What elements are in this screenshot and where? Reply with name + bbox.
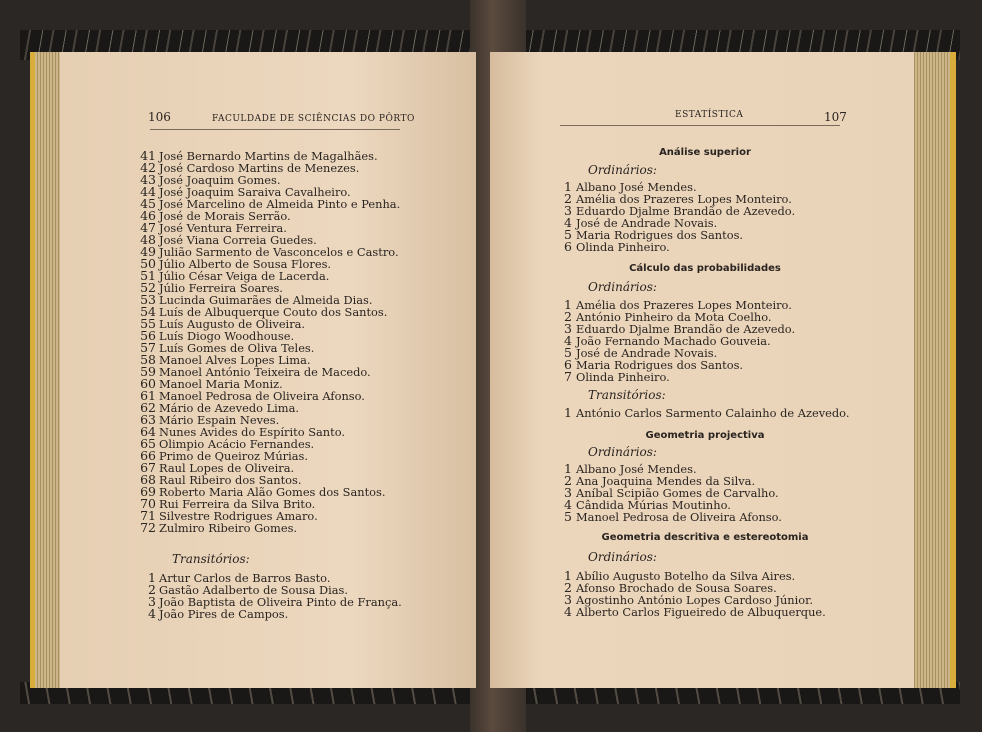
entry-name: Afonso Brochado de Sousa Soares. [576, 581, 777, 595]
section-sub: Ordinários: [588, 550, 657, 564]
entry-number: 1 [564, 179, 572, 194]
entry-number: 55 [140, 316, 156, 331]
entry-name: Alberto Carlos Figueiredo de Albuquerque. [576, 605, 826, 619]
section-heading: Cálculo das probabilidades [629, 263, 781, 274]
entry-name: Maria Rodrigues dos Santos. [576, 358, 744, 372]
entry-number: 3 [564, 592, 572, 607]
entry-name: Abílio Augusto Botelho da Silva Aires. [576, 569, 796, 583]
entry-name: Artur Carlos de Barros Basto. [159, 571, 331, 585]
page-number-right: 107 [824, 110, 847, 124]
entry-name: João Fernando Machado Gouveia. [576, 334, 771, 348]
entry-number: 1 [564, 461, 572, 476]
entry-number: 61 [140, 388, 156, 403]
entry-number: 2 [564, 191, 572, 206]
entry-number: 47 [140, 220, 156, 235]
running-title-right: ESTATÍSTICA [675, 110, 744, 120]
entry-number: 51 [140, 268, 156, 283]
entry-number: 45 [140, 196, 156, 211]
entry-name: Mário Espain Neves. [159, 413, 280, 427]
section-list [562, 299, 795, 383]
entry-number: 69 [140, 484, 156, 499]
entry-name: José Cardoso Martins de Menezes. [159, 161, 360, 175]
section-list [562, 181, 795, 253]
entry-name: Olinda Pinheiro. [576, 240, 670, 254]
entry-name: Nunes Avides do Espírito Santo. [159, 425, 345, 439]
list-item [562, 606, 826, 618]
entry-name: Rui Ferreira da Silva Brito. [159, 497, 316, 511]
entry-name: Primo de Queiroz Múrias. [159, 449, 309, 463]
entry-name: Manoel Pedrosa de Oliveira Afonso. [159, 389, 365, 403]
entry-name: Júlio Alberto de Sousa Flores. [159, 257, 332, 271]
entry-number: 5 [564, 509, 572, 524]
entry-name: José de Andrade Novais. [576, 216, 718, 230]
entry-name: Amélia dos Prazeres Lopes Monteiro. [576, 192, 792, 206]
entry-name: Luís Diogo Woodhouse. [159, 329, 295, 343]
entry-number: 42 [140, 160, 156, 175]
entry-number: 62 [140, 400, 156, 415]
entry-name: Aníbal Scipião Gomes de Carvalho. [576, 486, 779, 500]
entry-number: 56 [140, 328, 156, 343]
entry-name: Julião Sarmento de Vasconcelos e Castro. [159, 245, 399, 259]
entry-number: 4 [148, 606, 156, 621]
entry-number: 48 [140, 232, 156, 247]
entry-name: José Joaquim Gomes. [159, 173, 281, 187]
right-page [490, 52, 914, 688]
entry-name: Agostinho António Lopes Cardoso Júnior. [576, 593, 813, 607]
entry-name: Silvestre Rodrigues Amaro. [159, 509, 318, 523]
header-rule-right [560, 125, 840, 126]
entry-name: Júlio César Veiga de Lacerda. [159, 269, 330, 283]
entry-name: Eduardo Djalme Brandão de Azevedo. [576, 204, 796, 218]
entry-number: 2 [564, 309, 572, 324]
entry-name: José Ventura Ferreira. [159, 221, 287, 235]
running-title-left: FACULDADE DE SCIÊNCIAS DO PÔRTO [212, 114, 415, 124]
entry-name: Gastão Adalberto de Sousa Dias. [159, 583, 349, 597]
entry-number: 1 [148, 570, 156, 585]
entry-number: 65 [140, 436, 156, 451]
entry-number: 6 [564, 357, 572, 372]
entry-name: Zulmiro Ribeiro Gomes. [159, 521, 298, 535]
entry-name: Luís Gomes de Oliva Teles. [159, 341, 315, 355]
list-item [562, 241, 795, 253]
entry-number: 60 [140, 376, 156, 391]
section-sub: Ordinários: [588, 280, 657, 294]
page-number-left: 106 [148, 110, 171, 124]
entry-name: Amélia dos Prazeres Lopes Monteiro. [576, 298, 792, 312]
entry-number: 71 [140, 508, 156, 523]
list-item [562, 511, 782, 523]
section-heading: Análise superior [659, 147, 751, 158]
section-list [562, 570, 826, 618]
entry-name: Olimpio Acácio Fernandes. [159, 437, 315, 451]
entry-name: Ana Joaquina Mendes da Silva. [576, 474, 756, 488]
entry-number: 2 [564, 473, 572, 488]
entry-number: 2 [564, 580, 572, 595]
entry-name: João Baptista de Oliveira Pinto de França. [159, 595, 402, 609]
section-list [562, 407, 849, 419]
entry-name: José Marcelino de Almeida Pinto e Penha. [159, 197, 401, 211]
section-sub: Ordinários: [588, 445, 657, 459]
entry-name: Eduardo Djalme Brandão de Azevedo. [576, 322, 796, 336]
entry-number: 41 [140, 148, 156, 163]
section-sub: Ordinários: [588, 163, 657, 177]
entry-number: 49 [140, 244, 156, 259]
section-heading: Geometria projectiva [645, 430, 765, 441]
header-rule-left [150, 129, 400, 130]
entry-name: Luís de Albuquerque Couto dos Santos. [159, 305, 388, 319]
entry-number: 1 [564, 405, 572, 420]
student-list-left [140, 150, 400, 534]
entry-number: 59 [140, 364, 156, 379]
entry-number: 5 [564, 345, 572, 360]
entry-number: 50 [140, 256, 156, 271]
entry-name: Mário de Azevedo Lima. [159, 401, 300, 415]
entry-number: 5 [564, 227, 572, 242]
section-list [562, 463, 782, 523]
entry-number: 3 [148, 594, 156, 609]
entry-number: 72 [140, 520, 156, 535]
entry-number: 44 [140, 184, 156, 199]
entry-number: 2 [148, 582, 156, 597]
entry-name: José Bernardo Martins de Magalhães. [159, 149, 378, 163]
entry-number: 4 [564, 497, 572, 512]
entry-name: Manoel António Teixeira de Macedo. [159, 365, 371, 379]
entry-name: Olinda Pinheiro. [576, 370, 670, 384]
entry-number: 4 [564, 604, 572, 619]
entry-number: 63 [140, 412, 156, 427]
entry-name: Júlio Ferreira Soares. [159, 281, 283, 295]
entry-number: 64 [140, 424, 156, 439]
entry-name: António Pinheiro da Mota Coelho. [576, 310, 772, 324]
entry-number: 4 [564, 215, 572, 230]
entry-number: 4 [564, 333, 572, 348]
section-sub: Transitórios: [588, 388, 666, 402]
section-heading: Geometria descritiva e estereotomia [601, 532, 809, 543]
entry-name: Manoel Maria Moniz. [159, 377, 283, 391]
entry-number: 70 [140, 496, 156, 511]
entry-number: 66 [140, 448, 156, 463]
entry-name: Raul Ribeiro dos Santos. [159, 473, 302, 487]
entry-name: José Viana Correia Guedes. [159, 233, 317, 247]
entry-name: João Pires de Campos. [159, 607, 289, 621]
page-edges-right [914, 52, 956, 688]
entry-number: 57 [140, 340, 156, 355]
entry-number: 58 [140, 352, 156, 367]
entry-number: 1 [564, 568, 572, 583]
entry-number: 54 [140, 304, 156, 319]
entry-name: Albano José Mendes. [576, 462, 697, 476]
entry-name: António Carlos Sarmento Calainho de Azevedo. [576, 406, 850, 420]
list-item [140, 608, 402, 620]
entry-name: Manoel Alves Lopes Lima. [159, 353, 311, 367]
list-item [562, 371, 795, 383]
entry-name: Raul Lopes de Oliveira. [159, 461, 295, 475]
entry-number: 68 [140, 472, 156, 487]
list-item [562, 407, 849, 419]
transitorios-label: Transitórios: [172, 552, 250, 566]
entry-number: 7 [564, 369, 572, 384]
entry-number: 3 [564, 485, 572, 500]
entry-name: Maria Rodrigues dos Santos. [576, 228, 744, 242]
entry-name: Lucinda Guimarães de Almeida Dias. [159, 293, 373, 307]
entry-number: 43 [140, 172, 156, 187]
entry-number: 3 [564, 203, 572, 218]
entry-number: 3 [564, 321, 572, 336]
entry-number: 46 [140, 208, 156, 223]
entry-name: Albano José Mendes. [576, 180, 697, 194]
entry-number: 52 [140, 280, 156, 295]
entry-name: José de Andrade Novais. [576, 346, 718, 360]
entry-name: Manoel Pedrosa de Oliveira Afonso. [576, 510, 782, 524]
entry-name: Luís Augusto de Oliveira. [159, 317, 306, 331]
entry-number: 1 [564, 297, 572, 312]
left-page [60, 52, 476, 688]
entry-name: José Joaquim Saraiva Cavalheiro. [159, 185, 351, 199]
entry-name: José de Morais Serrão. [159, 209, 291, 223]
entry-name: Cândida Múrias Moutinho. [576, 498, 731, 512]
entry-number: 6 [564, 239, 572, 254]
list-item [140, 522, 400, 534]
entry-number: 67 [140, 460, 156, 475]
entry-number: 53 [140, 292, 156, 307]
entry-name: Roberto Maria Alão Gomes dos Santos. [159, 485, 386, 499]
transitorios-list-left [140, 572, 402, 620]
